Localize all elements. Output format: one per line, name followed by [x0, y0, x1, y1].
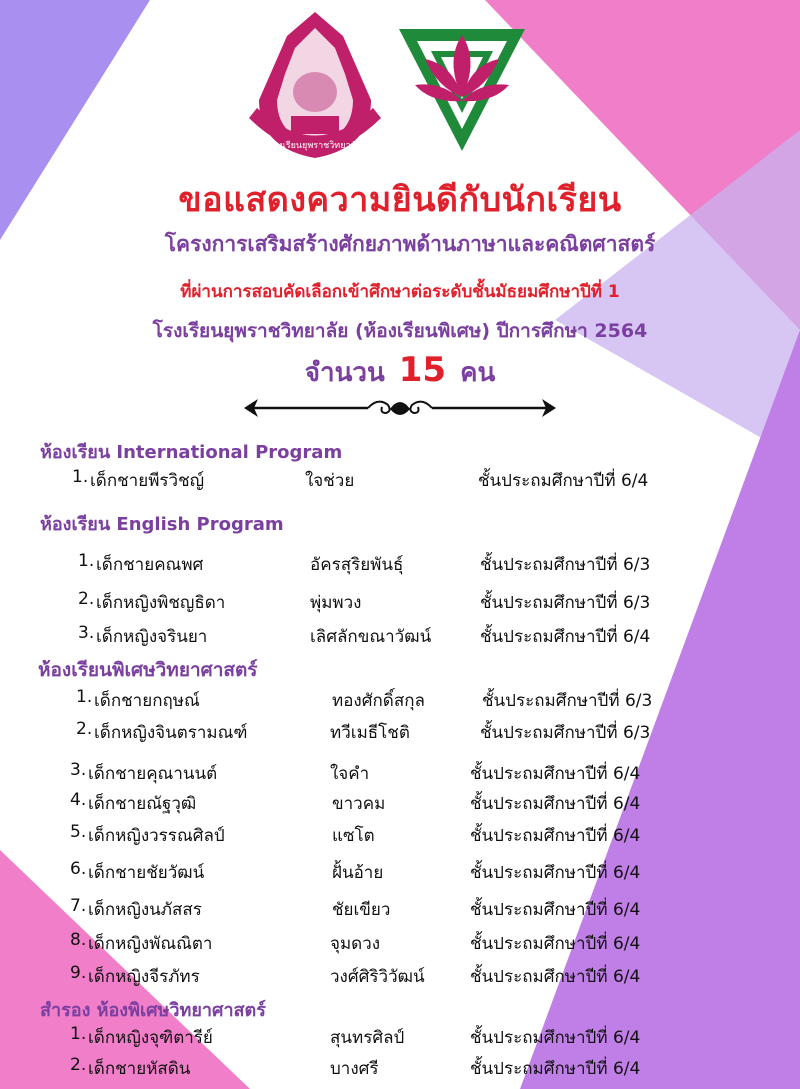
section-title-english: ห้องเรียน English Program: [40, 514, 284, 535]
student-first-name: เด็กหญิงพัณณิตา: [88, 934, 213, 954]
student-no: 2.: [70, 1055, 87, 1075]
student-first-name: เด็กหญิงจุฑิตารีย์: [88, 1028, 213, 1048]
student-grade: ชั้นประถมศึกษาปีที่ 6/4: [480, 627, 651, 647]
student-last-name: ชัยเขียว: [332, 900, 391, 920]
count-value: 15: [398, 350, 447, 390]
student-no: 8.: [70, 930, 87, 950]
student-last-name: ใจช่วย: [305, 471, 355, 491]
student-first-name: เด็กชายพีรวิชญ์: [90, 471, 205, 491]
student-last-name: บางศรี: [330, 1059, 379, 1079]
lotus-triangle-logo: [397, 25, 527, 155]
seal-text: โรงเรียนยุพราชวิทยาลัย: [268, 141, 362, 151]
student-no: 2.: [76, 719, 93, 739]
student-grade: ชั้นประถมศึกษาปีที่ 6/4: [478, 471, 649, 491]
section-title-international: ห้องเรียน International Program: [40, 442, 343, 463]
student-no: 5.: [70, 822, 87, 842]
student-first-name: เด็กหญิงวรรณศิลป์: [88, 826, 225, 846]
student-grade: ชั้นประถมศึกษาปีที่ 6/4: [470, 1059, 641, 1079]
student-last-name: อัครสุริยพันธุ์: [310, 555, 404, 575]
student-no: 6.: [70, 859, 87, 879]
student-last-name: ใจคำ: [330, 764, 370, 784]
section-title-reserve: สำรอง ห้องพิเศษวิทยาศาสตร์: [40, 1000, 266, 1021]
student-first-name: เด็กชายหัสดิน: [88, 1059, 191, 1079]
student-last-name: ทวีเมธีโชติ: [330, 723, 410, 743]
student-last-name: วงศ์ศิริวิวัฒน์: [330, 967, 425, 987]
student-grade: ชั้นประถมศึกษาปีที่ 6/3: [480, 723, 651, 743]
student-grade: ชั้นประถมศึกษาปีที่ 6/4: [470, 764, 641, 784]
count-prefix: จำนวน: [304, 358, 385, 388]
student-grade: ชั้นประถมศึกษาปีที่ 6/4: [470, 863, 641, 883]
student-no: 4.: [70, 790, 87, 810]
passed-subtitle: ที่ผ่านการสอบคัดเลือกเข้าศึกษาต่อระดับชั้นมัธยมศึกษาปีที่ 1: [180, 282, 620, 302]
student-grade: ชั้นประถมศึกษาปีที่ 6/4: [470, 900, 641, 920]
ornament-divider: [240, 393, 560, 423]
student-no: 7.: [70, 896, 87, 916]
student-grade: ชั้นประถมศึกษาปีที่ 6/3: [482, 691, 653, 711]
section-title-science: ห้องเรียนพิเศษวิทยาศาสตร์: [38, 659, 258, 681]
student-no: 1.: [72, 467, 89, 487]
student-count: [0, 350, 800, 393]
student-first-name: เด็กชายคณพศ: [96, 555, 204, 575]
student-last-name: ฝั้นอ้าย: [332, 863, 384, 883]
student-grade: ชั้นประถมศึกษาปีที่ 6/4: [470, 967, 641, 987]
student-no: 9.: [70, 963, 87, 983]
student-grade: ชั้นประถมศึกษาปีที่ 6/4: [470, 934, 641, 954]
student-first-name: เด็กชายคุณานนต์: [88, 764, 218, 784]
student-grade: ชั้นประถมศึกษาปีที่ 6/4: [470, 826, 641, 846]
count-suffix: คน: [460, 358, 496, 388]
school-seal-logo: [245, 8, 385, 163]
student-first-name: เด็กหญิงจีรภัทร: [88, 967, 200, 987]
student-last-name: เลิศลักขณาวัฒน์: [310, 627, 432, 647]
student-first-name: เด็กหญิงนภัสสร: [88, 900, 202, 920]
student-last-name: ขาวคม: [332, 794, 386, 814]
student-first-name: เด็กชายชัยวัฒน์: [88, 863, 205, 883]
student-last-name: แซโต: [332, 826, 375, 846]
student-no: 3.: [70, 760, 87, 780]
student-no: 1.: [76, 687, 93, 707]
student-no: 1.: [78, 551, 95, 571]
student-last-name: ทองศักดิ์สกุล: [332, 691, 425, 711]
student-grade: ชั้นประถมศึกษาปีที่ 6/4: [470, 1028, 641, 1048]
student-last-name: พุ่มพวง: [310, 593, 362, 613]
student-first-name: เด็กชายกฤษณ์: [94, 691, 200, 711]
student-first-name: เด็กหญิงจินตรามณฑ์: [94, 723, 248, 743]
page-title: ขอแสดงความยินดีกับนักเรียน: [178, 180, 622, 220]
student-last-name: จุมดวง: [330, 934, 381, 954]
student-grade: ชั้นประถมศึกษาปีที่ 6/4: [470, 794, 641, 814]
student-grade: ชั้นประถมศึกษาปีที่ 6/3: [480, 593, 651, 613]
student-first-name: เด็กหญิงจรินยา: [96, 627, 208, 647]
student-no: 1.: [70, 1024, 87, 1044]
student-last-name: สุนทรศิลป์: [330, 1028, 405, 1048]
school-year-subtitle: โรงเรียนยุพราชวิทยาลัย (ห้องเรียนพิเศษ) ปีการศึกษา 2564: [152, 320, 648, 342]
student-first-name: เด็กชายณัฐวุฒิ: [88, 794, 197, 814]
project-subtitle: โครงการเสริมสร้างศักยภาพด้านภาษาและคณิตศาสตร์: [164, 232, 656, 256]
student-first-name: เด็กหญิงพิชญธิดา: [96, 593, 226, 613]
student-no: 2.: [78, 589, 95, 609]
student-no: 3.: [78, 623, 95, 643]
student-grade: ชั้นประถมศึกษาปีที่ 6/3: [480, 555, 651, 575]
